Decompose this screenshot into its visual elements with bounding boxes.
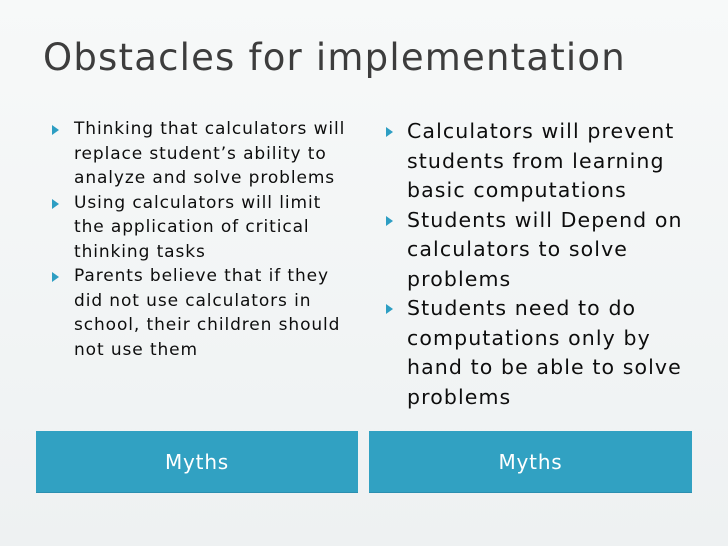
list-item (52, 117, 352, 191)
bullet-text: Parents believe that if they did not use calculators in school, their children should not use them (74, 266, 341, 360)
bullet-text: Students need to do computations only by hand to be able to solve problems (407, 296, 682, 409)
bullet-arrow-icon (52, 272, 59, 282)
right-column (386, 117, 706, 412)
bullet-text: Using calculators will limit the application of critical thinking tasks (74, 192, 322, 262)
bullet-text: Students will Depend on calculators to solve problems (407, 207, 683, 291)
bullet-arrow-icon (52, 125, 59, 135)
bullet-text: Calculators will prevent students from learning basic computations (407, 119, 675, 202)
bullet-arrow-icon (386, 127, 393, 137)
bullet-arrow-icon (386, 216, 393, 226)
list-item (386, 294, 706, 412)
slide-title: Obstacles for implementation (43, 36, 626, 79)
bullet-text: Thinking that calculators will replace student’s ability to analyze and solve problems (74, 119, 346, 188)
right-caption-box (369, 431, 692, 493)
right-bullet-list (386, 117, 706, 412)
left-column (52, 117, 352, 362)
bullet-arrow-icon (52, 199, 59, 209)
bullet-arrow-icon (386, 304, 393, 314)
left-caption-box (36, 431, 358, 493)
right-caption-label: Myths (498, 449, 563, 474)
left-bullet-list (52, 117, 352, 362)
list-item (386, 117, 706, 206)
left-caption-label: Myths (164, 449, 230, 474)
list-item (386, 206, 706, 295)
list-item (52, 264, 352, 362)
list-item (52, 191, 352, 265)
